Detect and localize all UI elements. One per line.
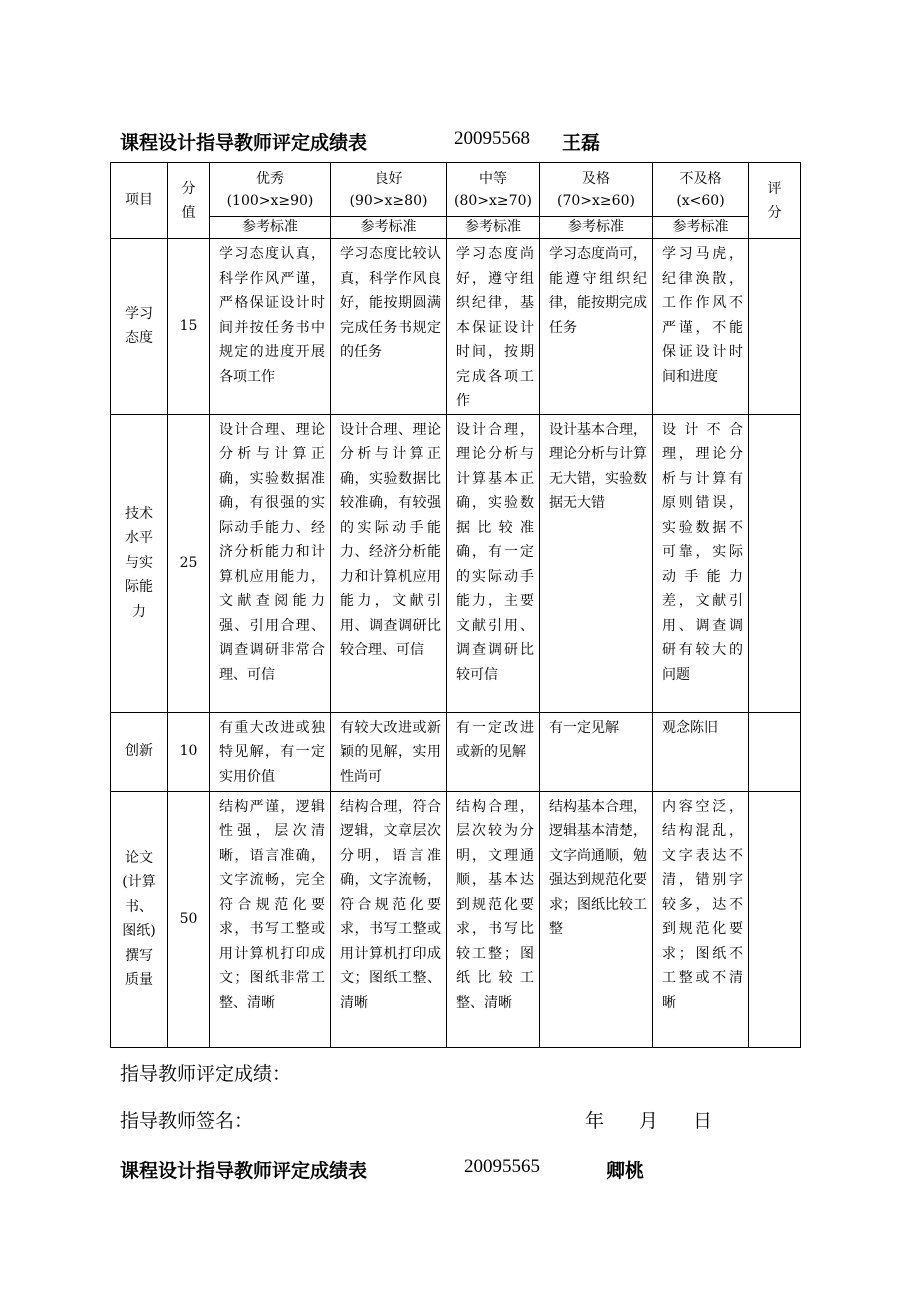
reference-label: 参考标准 [210,217,331,239]
teacher-grade-label: 指导教师评定成绩： [120,1063,292,1085]
reference-label: 参考标准 [653,217,749,239]
row-score: 15 [168,239,210,415]
header-grade-medium: 中等 (80>x≥70) [447,163,540,217]
rating-cell[interactable] [749,239,801,415]
rating-cell[interactable] [749,791,801,1047]
form-title-second [120,1156,645,1183]
criteria-fail: 学习马虎，纪律涣散，工作作风不严谨，不能保证设计时间和进度 [653,239,749,415]
criteria-medium: 有一定改进或新的见解 [447,712,540,791]
teacher-signature-label: 指导教师签名： [120,1110,254,1132]
row-label: 技术水平与实际能力 [111,414,168,712]
row-innovation [111,712,801,791]
criteria-pass: 结构基本合理，逻辑基本清楚，文字尚通顺，勉强达到规范化要求；图纸比较工整 [540,791,653,1047]
header-score: 分值 [168,163,210,239]
title-text: 课程设计指导教师评定成绩表 [120,132,368,154]
criteria-excellent: 学习态度认真，科学作风严谨，严格保证设计时间并按任务书中规定的进度开展各项工作 [210,239,331,415]
criteria-pass: 有一定见解 [540,712,653,791]
criteria-excellent: 设计合理、理论分析与计算正确，实验数据准确，有很强的实际动手能力、经济分析能力和计算机应用能力，文献查阅能力强、引用合理、调查调研非常合理、可信 [210,414,331,712]
criteria-medium: 学习态度尚好，遵守组织纪律，基本保证设计时间，按期完成各项工作 [447,239,540,415]
grading-table [110,162,801,1048]
row-label: 学习态度 [111,239,168,415]
row-attitude [111,239,801,415]
header-row [111,163,801,217]
rating-cell[interactable] [749,712,801,791]
student-id: 20095568 [454,128,530,149]
form-title [120,128,601,155]
row-score: 50 [168,791,210,1047]
month-label: 月 [639,1110,659,1132]
year-label: 年 [585,1110,605,1132]
row-score: 10 [168,712,210,791]
reference-label: 参考标准 [540,217,653,239]
criteria-good: 学习态度比较认真，科学作风良好，能按期圆满完成任务书规定的任务 [331,239,447,415]
criteria-medium: 设计合理，理论分析与计算基本正确，实验数据比较准确，有一定的实际动手能力，主要文献引用、调查调研比较可信 [447,414,540,712]
criteria-good: 结构合理，符合逻辑，文章层次分明，语言准确，文字流畅，符合规范化要求，书写工整或用计算机打印成文；图纸工整、清晰 [331,791,447,1047]
row-score: 25 [168,414,210,712]
criteria-fail: 设计不合理，理论分析与计算有原则错误，实验数据不可靠，实际动手能力差，文献引用、调查调研有较大的问题 [653,414,749,712]
reference-label: 参考标准 [447,217,540,239]
criteria-good: 设计合理、理论分析与计算正确，实验数据比较准确，有较强的实际动手能力、经济分析能力和计算机应用能力，文献引用、调查调研比较合理、可信 [331,414,447,712]
criteria-pass: 设计基本合理，理论分析与计算无大错，实验数据无大错 [540,414,653,712]
header-item: 项目 [111,163,168,239]
student-name: 王磊 [562,132,601,154]
criteria-good: 有较大改进或新颖的见解，实用性尚可 [331,712,447,791]
header-grade-fail: 不及格 (x<60) [653,163,749,217]
criteria-fail: 内容空泛，结构混乱，文字表达不清，错别字较多，达不到规范化要求；图纸不工整或不清晰 [653,791,749,1047]
header-grade-excellent: 优秀 (100>x≥90) [210,163,331,217]
rating-cell[interactable] [749,414,801,712]
day-label: 日 [693,1110,713,1132]
row-label: 论文(计算书、图纸)撰写质量 [111,791,168,1047]
criteria-medium: 结构合理，层次较为分明，文理通顺，基本达到规范化要求，书写比较工整；图纸比较工整、清晰 [447,791,540,1047]
row-paper-quality [111,791,801,1047]
student-name: 卿桃 [606,1160,645,1182]
header-grade-pass: 及格 (70>x≥60) [540,163,653,217]
header-rating: 评分 [749,163,801,239]
reference-label: 参考标准 [331,217,447,239]
header-grade-good: 良好 (90>x≥80) [331,163,447,217]
criteria-fail: 观念陈旧 [653,712,749,791]
criteria-excellent: 结构严谨，逻辑性强，层次清晰，语言准确，文字流畅，完全符合规范化要求，书写工整或用计算机打印成文；图纸非常工整、清晰 [210,791,331,1047]
title-text: 课程设计指导教师评定成绩表 [120,1160,368,1182]
criteria-excellent: 有重大改进或独特见解，有一定实用价值 [210,712,331,791]
row-label: 创新 [111,712,168,791]
criteria-pass: 学习态度尚可，能遵守组织纪律，能按期完成任务 [540,239,653,415]
student-id: 20095565 [464,1156,540,1177]
row-technical [111,414,801,712]
reference-row [111,217,801,239]
